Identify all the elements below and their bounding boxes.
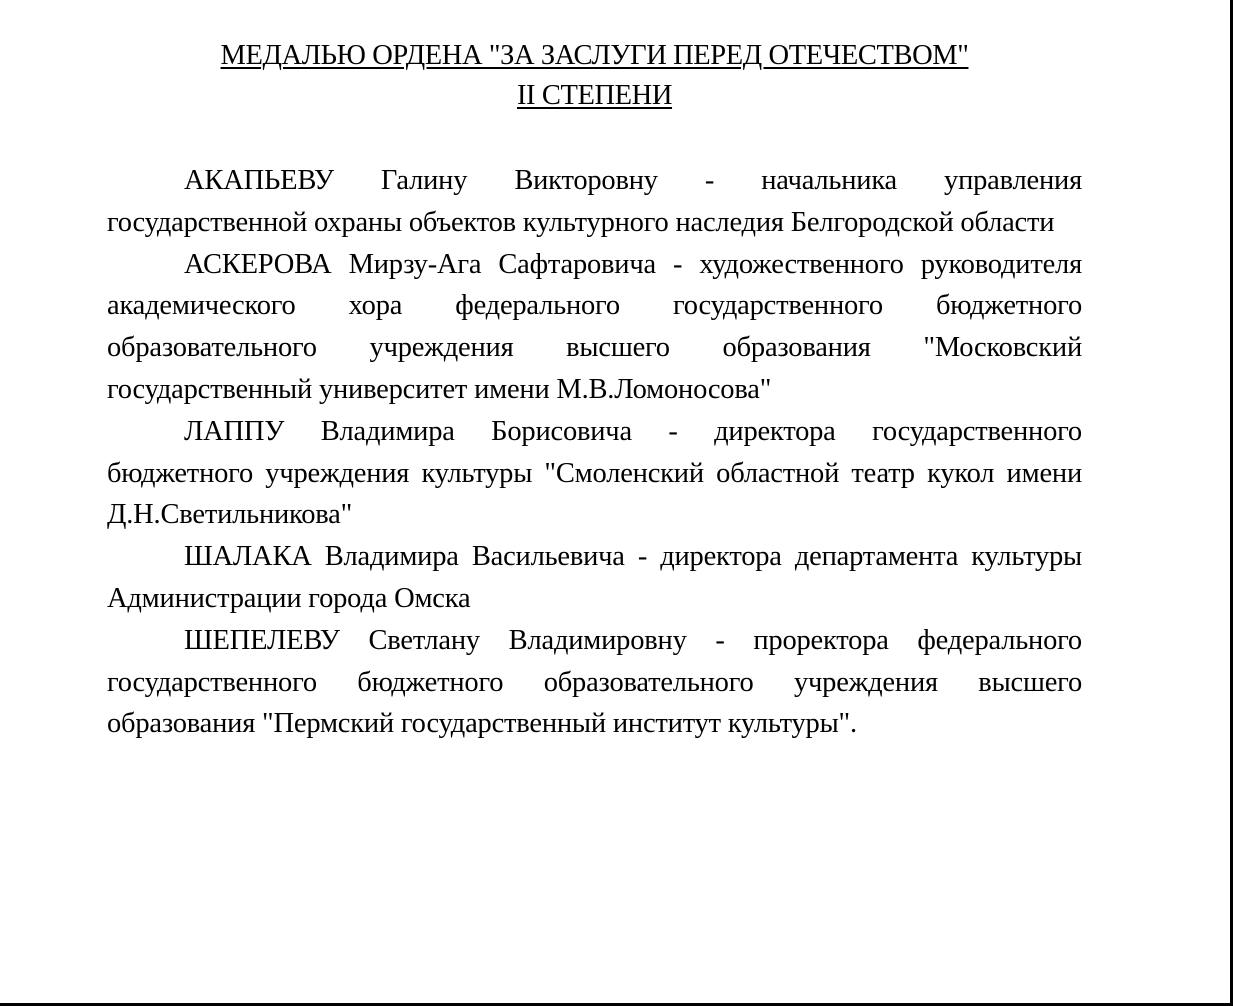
recipient-entry-1: АКАПЬЕВУ Галину Викторовну - начальника управления государственной охраны объектов культурного наследия Белгородской области [107, 165, 1082, 238]
document-body [107, 36, 1082, 745]
recipient-entry-3: ЛАППУ Владимира Борисовича - директора государственного бюджетного учреждения культуры "Смоленский областной театр кукол имени Д.Н.Светильникова" [107, 415, 1082, 531]
recipient-entry-5: ШЕПЕЛЕВУ Светлану Владимировну - проректора федерального государственного бюджетного образовательного учреждения высшего образования "Пермский государственный институт культуры". [107, 624, 1082, 740]
award-heading-line-2: II СТЕПЕНИ [516, 80, 673, 111]
award-heading-line-1: МЕДАЛЬЮ ОРДЕНА "ЗА ЗАСЛУГИ ПЕРЕД ОТЕЧЕСТВОМ" [220, 40, 969, 71]
award-heading [107, 36, 1082, 116]
recipient-entry-4: ШАЛАКА Владимира Васильевича - директора департамента культуры Администрации города Омска [107, 541, 1082, 614]
recipient-entry-2: АСКЕРОВА Мирзу-Ага Сафтаровича - художественного руководителя академического хора федерального государственного бюджетного образовательного учреждения высшего образования "Московский государственный университет имени М.В.Ломоносова" [107, 248, 1082, 405]
